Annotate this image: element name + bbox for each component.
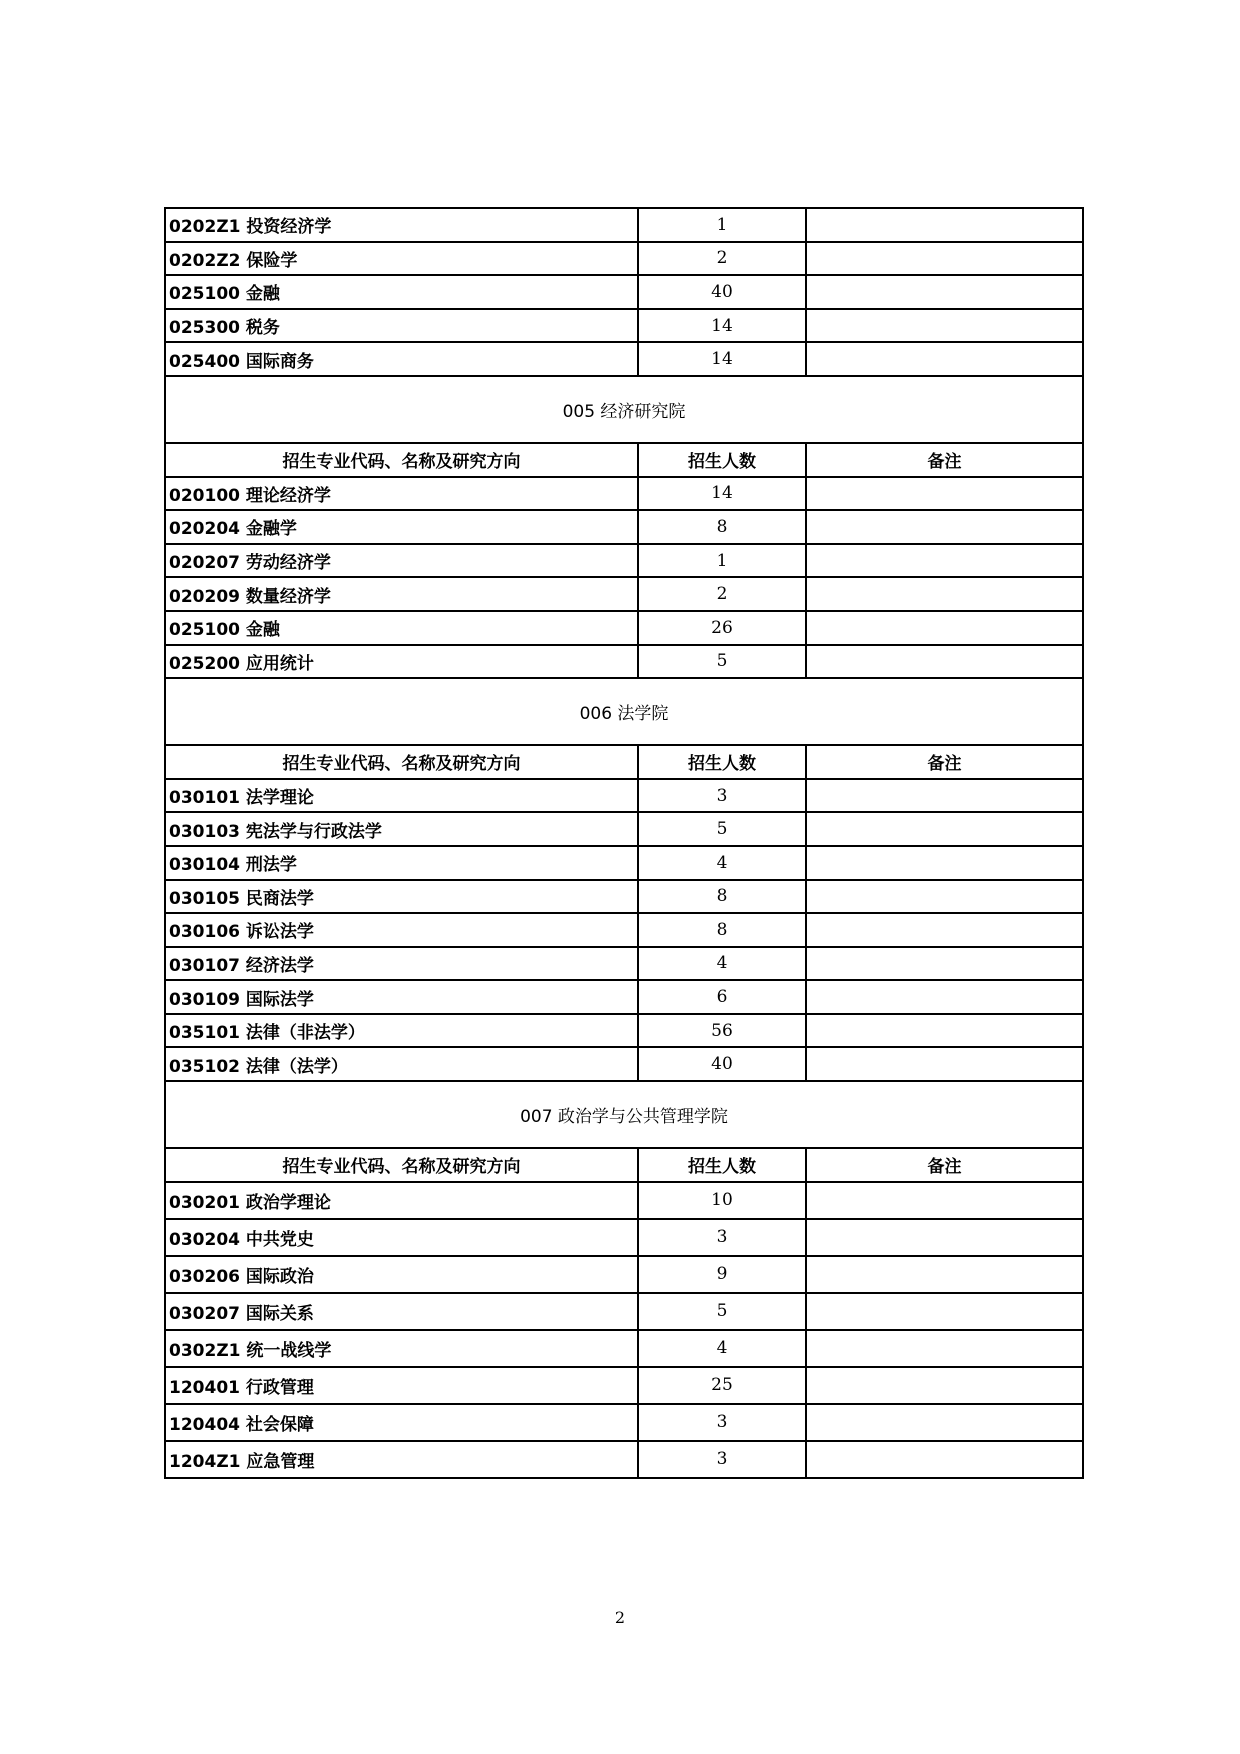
program-name-cell: 025200 应用统计: [165, 645, 638, 679]
program-name-cell: 030106 诉讼法学: [165, 913, 638, 947]
table-row: [165, 611, 1083, 645]
enrollment-count-cell: 8: [638, 880, 806, 914]
table-row: [165, 947, 1083, 981]
program-name-cell: 020207 劳动经济学: [165, 544, 638, 578]
table-row: [165, 913, 1083, 947]
table-row: [165, 309, 1083, 343]
program-name-cell: 025100 金融: [165, 275, 638, 309]
table-row: [165, 880, 1083, 914]
note-cell: [806, 947, 1083, 981]
enrollment-count-cell: 40: [638, 1047, 806, 1081]
table-row: [165, 510, 1083, 544]
program-name-cell: 1204Z1 应急管理: [165, 1441, 638, 1478]
enrollment-count-cell: 25: [638, 1367, 806, 1404]
note-cell: [806, 208, 1083, 242]
header-program: 招生专业代码、名称及研究方向: [165, 745, 638, 779]
enrollment-count-cell: 3: [638, 1219, 806, 1256]
enrollment-count-cell: 1: [638, 544, 806, 578]
header-note: 备注: [806, 745, 1083, 779]
program-name-cell: 0202Z1 投资经济学: [165, 208, 638, 242]
table-row: [165, 1441, 1083, 1478]
program-name-cell: 0302Z1 统一战线学: [165, 1330, 638, 1367]
note-cell: [806, 1404, 1083, 1441]
enrollment-count-cell: 4: [638, 947, 806, 981]
enrollment-table: [164, 207, 1084, 1479]
table-row: [165, 980, 1083, 1014]
program-name-cell: 120401 行政管理: [165, 1367, 638, 1404]
enrollment-count-cell: 6: [638, 980, 806, 1014]
note-cell: [806, 846, 1083, 880]
enrollment-count-cell: 5: [638, 812, 806, 846]
header-count: 招生人数: [638, 443, 806, 477]
note-cell: [806, 1047, 1083, 1081]
note-cell: [806, 1441, 1083, 1478]
program-name-cell: 030105 民商法学: [165, 880, 638, 914]
enrollment-count-cell: 1: [638, 208, 806, 242]
column-header-row: [165, 1148, 1083, 1182]
note-cell: [806, 913, 1083, 947]
page-number: 2: [614, 1608, 626, 1627]
table-row: [165, 208, 1083, 242]
program-name-cell: 0202Z2 保险学: [165, 242, 638, 276]
column-header-row: [165, 443, 1083, 477]
enrollment-count-cell: 14: [638, 477, 806, 511]
program-name-cell: 030204 中共党史: [165, 1219, 638, 1256]
enrollment-count-cell: 2: [638, 577, 806, 611]
program-name-cell: 030101 法学理论: [165, 779, 638, 813]
program-name-cell: 030201 政治学理论: [165, 1182, 638, 1219]
note-cell: [806, 1256, 1083, 1293]
program-name-cell: 120404 社会保障: [165, 1404, 638, 1441]
table-row: [165, 1047, 1083, 1081]
header-program: 招生专业代码、名称及研究方向: [165, 443, 638, 477]
note-cell: [806, 812, 1083, 846]
section-title: 005 经济研究院: [165, 376, 1083, 443]
program-name-cell: 025300 税务: [165, 309, 638, 343]
program-name-cell: 030109 国际法学: [165, 980, 638, 1014]
table-row: [165, 812, 1083, 846]
note-cell: [806, 1330, 1083, 1367]
table-row: [165, 779, 1083, 813]
table-row: [165, 242, 1083, 276]
header-program: 招生专业代码、名称及研究方向: [165, 1148, 638, 1182]
header-note: 备注: [806, 1148, 1083, 1182]
program-name-cell: 035102 法律（法学）: [165, 1047, 638, 1081]
program-name-cell: 025100 金融: [165, 611, 638, 645]
enrollment-count-cell: 14: [638, 309, 806, 343]
enrollment-count-cell: 4: [638, 1330, 806, 1367]
note-cell: [806, 1182, 1083, 1219]
note-cell: [806, 577, 1083, 611]
note-cell: [806, 1367, 1083, 1404]
note-cell: [806, 779, 1083, 813]
note-cell: [806, 544, 1083, 578]
table-row: [165, 1293, 1083, 1330]
column-header-row: [165, 745, 1083, 779]
enrollment-count-cell: 5: [638, 645, 806, 679]
enrollment-table-body: [165, 208, 1083, 1478]
table-row: [165, 1256, 1083, 1293]
note-cell: [806, 477, 1083, 511]
program-name-cell: 030206 国际政治: [165, 1256, 638, 1293]
enrollment-count-cell: 3: [638, 779, 806, 813]
table-row: [165, 1404, 1083, 1441]
table-row: [165, 1367, 1083, 1404]
table-row: [165, 275, 1083, 309]
note-cell: [806, 342, 1083, 376]
enrollment-count-cell: 4: [638, 846, 806, 880]
enrollment-count-cell: 5: [638, 1293, 806, 1330]
program-name-cell: 035101 法律（非法学）: [165, 1014, 638, 1048]
program-name-cell: 030207 国际关系: [165, 1293, 638, 1330]
enrollment-count-cell: 8: [638, 510, 806, 544]
table-row: [165, 1219, 1083, 1256]
note-cell: [806, 1219, 1083, 1256]
enrollment-count-cell: 9: [638, 1256, 806, 1293]
enrollment-count-cell: 2: [638, 242, 806, 276]
note-cell: [806, 275, 1083, 309]
table-row: [165, 544, 1083, 578]
note-cell: [806, 309, 1083, 343]
note-cell: [806, 611, 1083, 645]
enrollment-count-cell: 10: [638, 1182, 806, 1219]
header-count: 招生人数: [638, 745, 806, 779]
note-cell: [806, 242, 1083, 276]
table-row: [165, 645, 1083, 679]
note-cell: [806, 1014, 1083, 1048]
table-row: [165, 577, 1083, 611]
enrollment-count-cell: 40: [638, 275, 806, 309]
program-name-cell: 030104 刑法学: [165, 846, 638, 880]
enrollment-count-cell: 3: [638, 1441, 806, 1478]
enrollment-count-cell: 56: [638, 1014, 806, 1048]
program-name-cell: 025400 国际商务: [165, 342, 638, 376]
program-name-cell: 020209 数量经济学: [165, 577, 638, 611]
note-cell: [806, 645, 1083, 679]
note-cell: [806, 980, 1083, 1014]
program-name-cell: 030107 经济法学: [165, 947, 638, 981]
table-row: [165, 1014, 1083, 1048]
note-cell: [806, 510, 1083, 544]
table-row: [165, 477, 1083, 511]
header-note: 备注: [806, 443, 1083, 477]
program-name-cell: 020204 金融学: [165, 510, 638, 544]
section-title-row: [165, 678, 1083, 745]
table-row: [165, 1330, 1083, 1367]
table-row: [165, 846, 1083, 880]
enrollment-count-cell: 3: [638, 1404, 806, 1441]
section-title: 007 政治学与公共管理学院: [165, 1081, 1083, 1148]
header-count: 招生人数: [638, 1148, 806, 1182]
section-title: 006 法学院: [165, 678, 1083, 745]
note-cell: [806, 1293, 1083, 1330]
section-title-row: [165, 1081, 1083, 1148]
table-row: [165, 342, 1083, 376]
enrollment-count-cell: 8: [638, 913, 806, 947]
section-title-row: [165, 376, 1083, 443]
enrollment-count-cell: 14: [638, 342, 806, 376]
program-name-cell: 030103 宪法学与行政法学: [165, 812, 638, 846]
program-name-cell: 020100 理论经济学: [165, 477, 638, 511]
table-row: [165, 1182, 1083, 1219]
enrollment-count-cell: 26: [638, 611, 806, 645]
note-cell: [806, 880, 1083, 914]
